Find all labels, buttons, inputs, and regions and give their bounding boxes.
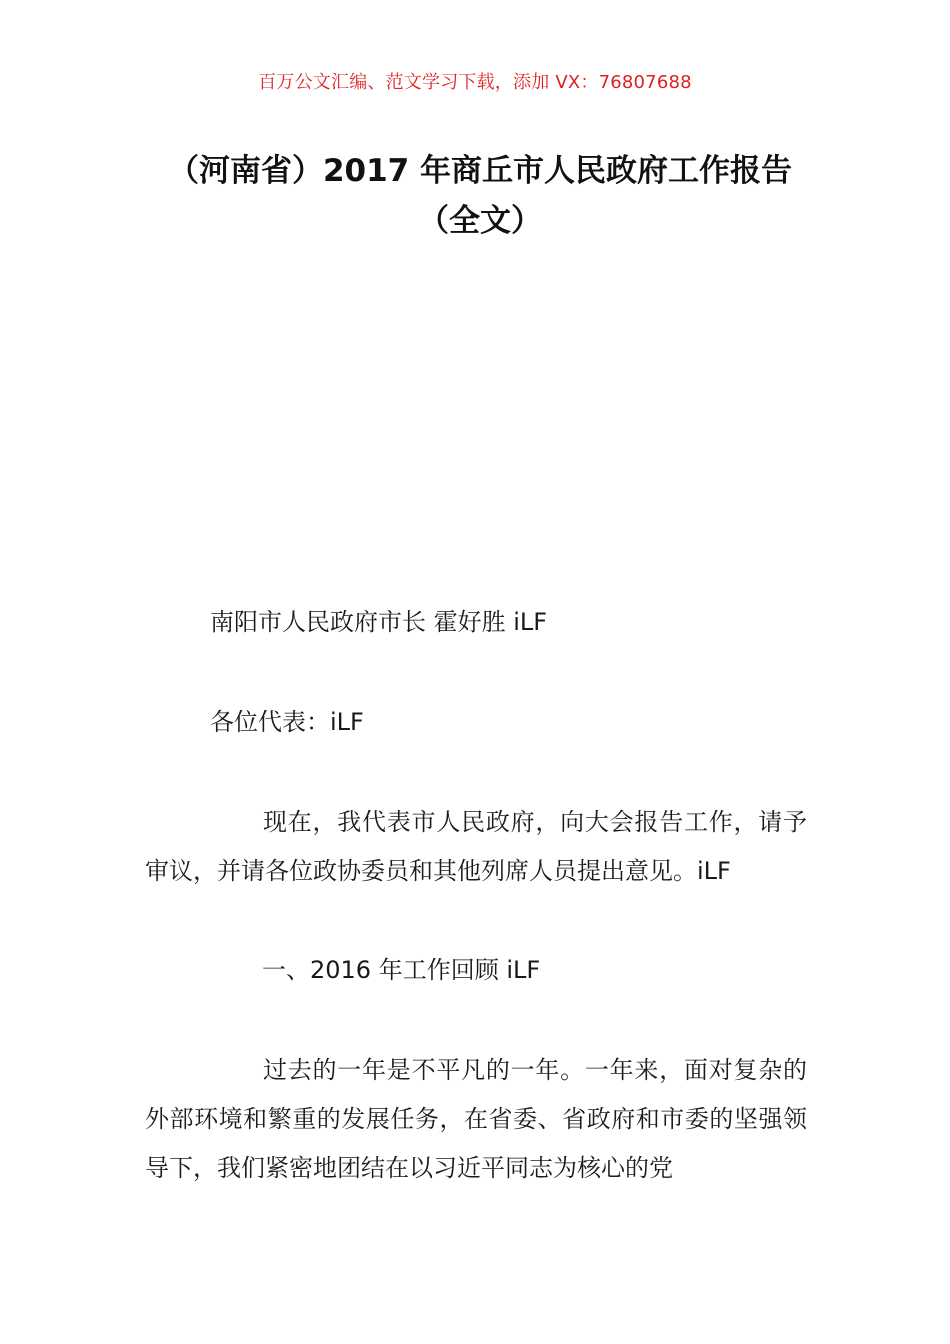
section-heading: 一、2016 年工作回顾 iLF [262,956,541,984]
salutation: 各位代表：iLF [210,708,364,736]
paragraph-review: 过去的一年是不平凡的一年。一年来，面对复杂的外部环境和繁重的发展任务，在省委、省政府和市委的坚强领导下，我们紧密地团结在以习近平同志为核心的党 [145,1056,807,1182]
header-promo-note: 百万公文汇编、范文学习下载，添加 VX：76807688 [258,72,692,93]
paragraph-intro: 现在，我代表市人民政府，向大会报告工作，请予审议，并请各位政协委员和其他列席人员提出意见。iLF [145,808,807,885]
author-line: 南阳市人民政府市长 霍好胜 iLF [210,608,548,636]
document-title: （河南省）2017 年商丘市人民政府工作报告（全文） [167,153,793,239]
